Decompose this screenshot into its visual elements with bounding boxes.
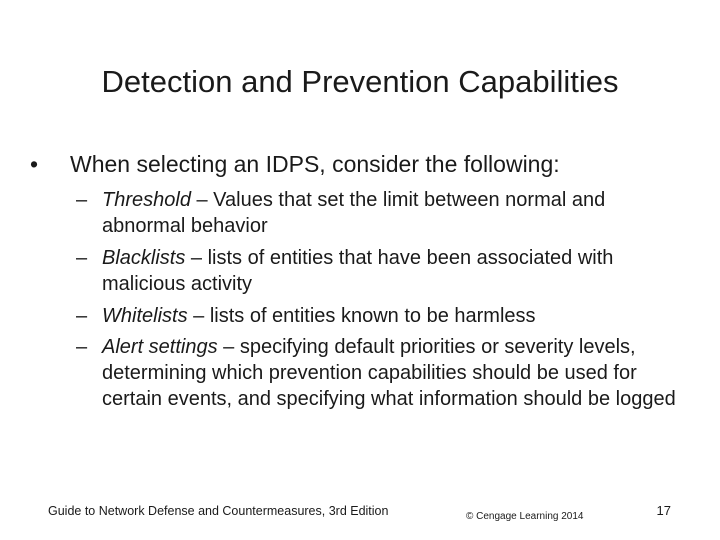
term-threshold: Threshold [102, 189, 191, 211]
dash-marker: – [76, 247, 88, 269]
dash-marker: – [76, 189, 88, 211]
term-blacklists: Blacklists [102, 247, 186, 269]
sub-item-body [102, 303, 676, 329]
sub-item-body [102, 187, 676, 239]
sub-item-text: – Values that set the limit between normal and abnormal behavior [102, 189, 606, 237]
sub-item-threshold [76, 187, 676, 239]
sub-item-blacklists [76, 245, 676, 297]
sub-item-whitelists [76, 303, 676, 329]
term-whitelists: Whitelists [102, 305, 188, 327]
term-alert-settings: Alert settings [102, 336, 218, 358]
main-bullet-text: When selecting an IDPS, consider the following: [70, 151, 560, 177]
footer-book-title: Guide to Network Defense and Countermeasures, 3rd Edition [48, 504, 389, 518]
sub-item-body [102, 334, 676, 412]
slide-title: Detection and Prevention Capabilities [101, 64, 619, 99]
main-bullet [30, 150, 560, 178]
sub-item-text: – lists of entities known to be harmless [187, 305, 536, 327]
sub-item-body [102, 245, 676, 297]
sub-item-text: – lists of entities that have been associated with malicious activity [102, 247, 614, 295]
page-number: 17 [656, 503, 671, 518]
bullet-marker: • [30, 151, 39, 177]
sub-item-text: – specifying default priorities or severity levels, determining which prevention capabilities should be used for certain events, and specifying what information should be logged [102, 336, 676, 410]
footer-copyright: © Cengage Learning 2014 [466, 511, 584, 522]
dash-marker: – [76, 305, 88, 327]
sub-item-alert-settings [76, 334, 676, 412]
dash-marker: – [76, 336, 88, 358]
